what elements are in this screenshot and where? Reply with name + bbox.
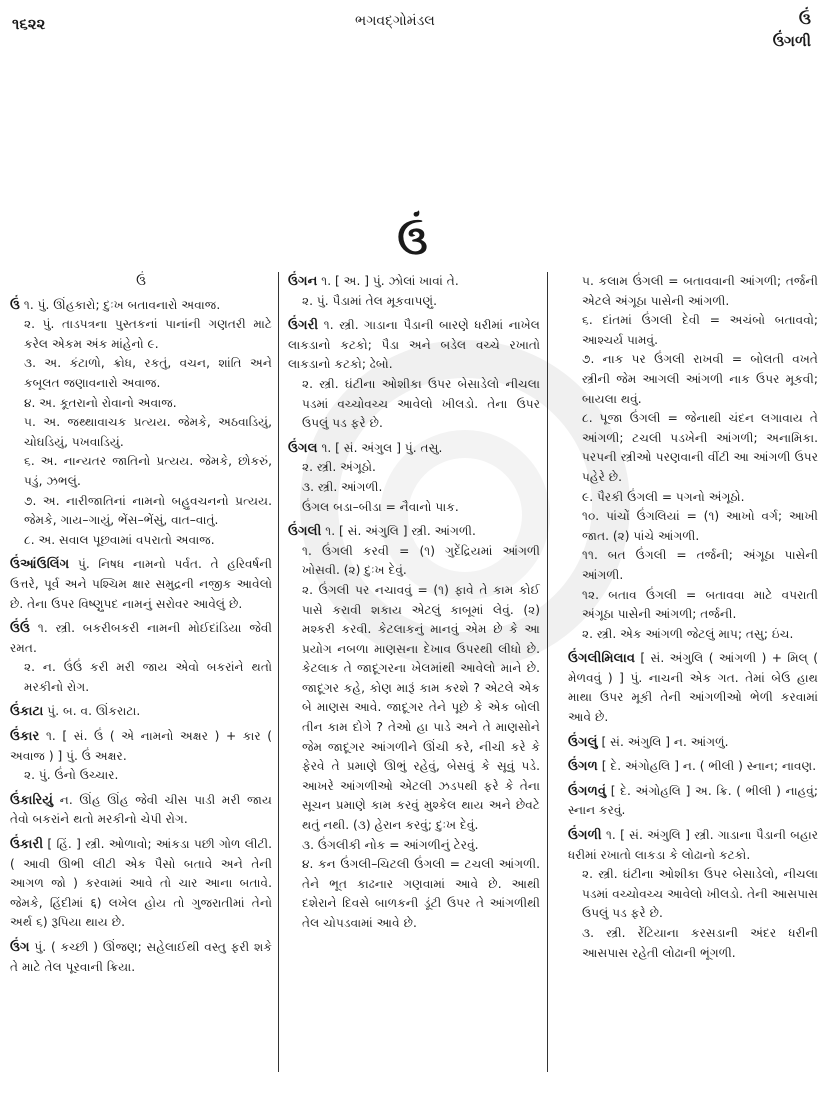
sense: ૩. સ્ત્રી. આંગળી. [302,479,383,494]
dictionary-entry [10,296,272,551]
definition: પું. બ. વ. ઊંકરાટા. [47,704,141,719]
sense: ૩. સ્ત્રી. રેંટિયાના કરસડાની અંદર ધરીની આસપાસ રહેતી લોઢાની ભૂંગળી. [582,926,818,960]
headword: ઉંગલી [288,524,322,540]
sense: ઉંગલ બડા–બીડા = નૈવાનો પાક. [302,499,459,514]
dictionary-entry [568,733,818,753]
sense: ૪. કન ઉંગલી–ચિટલી ઉંગલી = ટચલી આંગળી. તેને ભૂત કાઢનાર ગણવામાં આવે છે. આથી દશેરાને દિવસે બાળકની ડૂંટી ઉપર તે આંગળીથી તેલ ચોપડવામાં આવે છે. [302,857,540,930]
sense: ૬. દાંતમાં ઉંગલી દેવી = અચંબો બતાવવો; આશ્ચર્ય પામવું. [582,313,818,347]
dictionary-entry [568,782,818,821]
sense: ૩. અ. કંટાળો, ક્રોધ, રકતું, વચન, શાંતિ અને કબૂલત જણાવનારો અવાજ. [24,356,272,390]
dictionary-entry [288,439,540,517]
headword: ઉંગળ [568,759,598,775]
sense: ૧૨. બતાવ ઉંગલી = બતાવવા માટે વપરાતી અંગૂઠા પાસેની આંગળી; તર્જની. [582,587,818,622]
dictionary-entry [10,702,272,722]
guide-word: ઉંગળી [772,32,811,50]
running-title: ભગવદ્ગોમંડલ [355,13,435,29]
headword: ઉંગલીમિલાવ [568,651,636,667]
dictionary-entry [10,938,272,977]
sense: ૭. અ. નારીજાતિનાં નામનો બહુવચનનો પ્રત્યય. જેમકે, ગાય–ગાયું, ભેંસ–ભેંસું, વાત–વાતું. [24,493,272,528]
definition: ન. ઊંહ ઊંહ જેવી ચીસ પાડી મરી જાય તેવો બકરાંને થતો મરકીનો ચેપી રોગ. [10,792,272,827]
sense: ૨. ન. ઉંઉં કરી મરી જાય એવો બકરાંને થતો મરકીનો રોગ. [24,660,272,694]
sense: ૮. પૂજા ઉંગલી = જેનાથી ચંદન લગાવાય તે આંગળી; ટચલી પડખેની આંગળી; અનામિકા. પરપની સ્ત્રીઓ પરણવાની વીંટી આ આંગળી ઉપર પહેરે છે. [582,411,818,484]
headword: ઉંકાટા [10,704,44,720]
headword: ઉંઆંઉલિંગ [10,557,70,573]
column-divider [547,272,548,1072]
sense: ૯. પૈરકી ઉંગલી = પગનો અંગૂઠો. [582,489,745,504]
definition: ૧. [ સં. અંગુલિ ] સ્ત્રી. ગાડાના પૈડાની બહાર ધરીમાં રખાતો લાકડા કે લોઢાનો કટકો. [568,828,818,862]
headword: ઉંગ [10,940,30,955]
definition: ૧. [ સં. અંગુલ ] પું. તસુ. [321,440,443,455]
headword: ઉંકારી [10,837,44,853]
sense: ૨. ઉંગલી પર નચાવવું = (૧) ફાવે તે કામ કોઈ પાસે કરાવી શકાય એટલું કાબૂમાં લેવું. (૨) મશ્કરી કરવી. કેટલાકનું માનવું એમ છે કે આ પ્રયોગ નબળા માણસના દેખાવ ઉપરથી લીધો છે. કેટલાક તે જાદૂગરના ખેલમાંથી આવેલો માને છે. જાદૂગર કહે, કોણ મારૂં કામ કરશે ? એટલે એક બે માણસ આવે. જાદૂગર તેને પૂછે કે એક બોલી તીન કામ દોગે ? તેઓ હા પાડે અને તે માણસોને જેમ જાદૂગર આંગળીને ઊંચી કરે, નીચી કરે કે ફેરવે તે પ્રમાણે ઊભું રહેવું, બેસવું કે સૂવું પડે. આખરે આંગળીઓ એટલી ઝડપથી ફરે કે તેના સૂચન પ્રમાણે કામ કરવું મુશ્કેલ થાય અને છેવટે થતું નથી. (૩) હેરાન કરવું; દુઃખ દેવું. [302,582,540,833]
dictionary-entry [568,757,818,777]
definition: ૧. પું. ઊંહકારો; દુઃખ બતાવનારો અવાજ. [23,297,221,312]
column-3 [568,272,818,968]
headword: ઉંગલું [568,734,598,750]
dictionary-entry [568,649,818,727]
headword: ઉંકારિયું [10,792,54,808]
sense: ૧૦. પાંચોં ઉંગલિયાં = (૧) આખો વર્ગ; આખી જાત. (૨) પાંચે આંગળી. [582,509,818,543]
dictionary-entry [10,619,272,697]
definition: [ સં. અંગુલિ ( આંગળી ) + મિલ્ ( મેળવવું ) ] પું. નાચની એક ગત. તેમાં બેઉ હાથ માથા ઉપર મૂકી તેની આંગળીઓ ભેળી કરવામાં આવે છે. [568,651,819,725]
headword: ઉંગન [288,274,318,289]
definition: ૧. [ અ. ] પું. ઝોલાં ખાવાં તે. [321,274,459,288]
definition: ૧. સ્ત્રી. બકરીબકરી નામની મોઈદાંડિયા જેવી રમત. [10,621,273,655]
sense: ૧. ઉંગલી કરવી = (૧) ગુદેંદ્રિયમાં આંગળી ખોસવી. (૨) દુઃખ દેવું. [302,543,540,578]
definition: [ હિં. ] સ્ત્રી. ઓળાવો; આંકડા પછી ગોળ લીટી. ( આવી ઊભી લીટી એક પૈસો બતાવે અને તેની આગળ જો ) કરવામાં આવે તો ચાર આના બતાવે. જેમકે, હિંદીમાં ६) લખેલ હોય તો ગુજરાતીમાં તેનો અર્થ ૬) રૂપિયા થાય છે. [10,837,272,930]
headword: ઉંગરી [288,318,319,334]
headword: ઉંગલ [288,440,318,456]
sense: ૨. પું. તાડપત્રના પુસ્તકનાં પાનાંની ગણતરી માટે કરેલ એકમ અંક માંહેનો ૯. [24,317,272,351]
definition: [ દે. અંગોહલિ ] ન. ( ભીલી ) સ્નાન; નાવણ. [601,759,817,774]
sense: ૧૧. બત ઉંગલી = તર્જની; અંગૂઠા પાસેની આંગળી. [582,548,818,582]
sense: ૨. સ્ત્રી. અંગૂઠો. [302,460,376,475]
sense: ૫. અ. જથ્થાવાચક પ્રત્યય. જેમકે, અઠવાડિયું, ચોઘડિયું, પખવાડિયું. [24,415,272,449]
dictionary-entry [10,727,272,786]
sense: ૨. સ્ત્રી. ઘંટીના ઓશીકા ઉપર બેસાડેલો, નીચલા પડમાં વચ્ચોવચ્ચ આવેલો ખીલડો. તેની આસપાસ ઉપલું પડ ફરે છે. [582,867,818,921]
headword: ઉંઉં [10,621,30,637]
headword: ઉંકાર [10,729,40,745]
headword: ઉં [10,297,20,313]
column-1 [10,272,272,982]
sense: ૨. પું. પૈડામાં તેલ મૂકવાપણું. [302,293,437,308]
page-number: ૧૬૨૨ [12,15,46,33]
guide-letter: ઉં [798,9,811,28]
column-2 [288,272,540,939]
dictionary-entry [10,791,272,830]
dictionary-entry [288,522,540,933]
dictionary-entry [568,272,818,644]
definition: [ દે. અંગોહલિ ] અ. ક્રિ. ( ભીલી ) નાહવું; સ્નાન કરવું. [568,783,819,818]
headword: ઉંગળવું [568,783,607,799]
dictionary-entry [288,316,540,434]
definition: ૧. સ્ત્રી. ગાડાના પૈડાની બારણે ધરીમાં નાખેલ લાકડાનો કટકો; પૈડા અને બડેલ વચ્ચે રખાતો લાકડાનો કટકો; ઢેબો. [288,318,540,372]
sense: ૨. પું. ઉંનો ઉચ્ચાર. [24,768,119,783]
dictionary-entry [10,555,272,614]
sense: ૫. કલામ ઉંગલી = બતાવવાની આંગળી; તર્જની એટલે અંગૂઠા પાસેની આંગળી. [582,274,818,308]
sense: ૨. સ્ત્રી. એક આંગળી જેટલું માપ; તસુ; ઇંચ. [582,626,794,641]
definition: ૧. [ સં. ઉં ( એ નામનો અક્ષર ) + કાર ( અવાજ ) ] પું. ઉં અક્ષર. [10,729,272,763]
sense: ૩. ઉંગલીકી નોક = આંગળીનું ટેરવું. [302,837,479,852]
sense: ૬. અ. નાન્યતર જાતિનો પ્રત્યય. જેમકે, છોકરું, પડું, ઝભલું. [24,454,272,488]
sense: ૨. સ્ત્રી. ઘંટીના ઓશીકા ઉપર બેસાડેલો નીચલા પડમાં વચ્ચોવચ્ચ આવેલો ખીલડો. તેના ઉપર ઉપલું પડ ફરે છે. [302,376,540,431]
column-heading: ઉં [136,274,146,289]
page-header [0,0,825,60]
column-divider [278,272,279,1072]
definition: પું. ( કચ્છી ) ઊંજણ; સહેલાઈથી વસ્તુ ફરી શકે તે માટે તેલ પૂરવાની ક્રિયા. [10,940,272,974]
dictionary-entry [288,272,540,311]
dictionary-entry [568,826,818,963]
sense: ૮. અ. સવાલ પૂછવામાં વપરાતો અવાજ. [24,532,215,547]
definition: [ સં. અંગુલિ ] ન. આંગળું. [601,734,729,749]
headword: ઉંગળી [568,828,602,844]
definition: પું. નિષધ નામનો પર્વત. તે હરિવર્ષની ઉત્તરે, પૂર્વ અને પશ્ચિમ ક્ષાર સમુદ્રની નજીક આવેલો છે. તેના ઉપર વિષ્ણુપદ નામનું સરોવર આવેલું છે. [10,557,272,611]
dictionary-entry [10,835,272,933]
definition: ૧. [ સં. અંગુલિ ] સ્ત્રી. આંગળી. [325,524,476,539]
sense: ૭. નાક પર ઉંગલી રાખવી = બોલતી વખતે સ્ત્રીની જેમ આગલી આંગળી નાક ઉપર મૂકવી; બાયલા થવું. [582,352,818,406]
sense: ૪. અ. કૂતરાનો રોવાનો અવાજ. [24,395,177,410]
section-letter: ઉં [397,218,428,264]
